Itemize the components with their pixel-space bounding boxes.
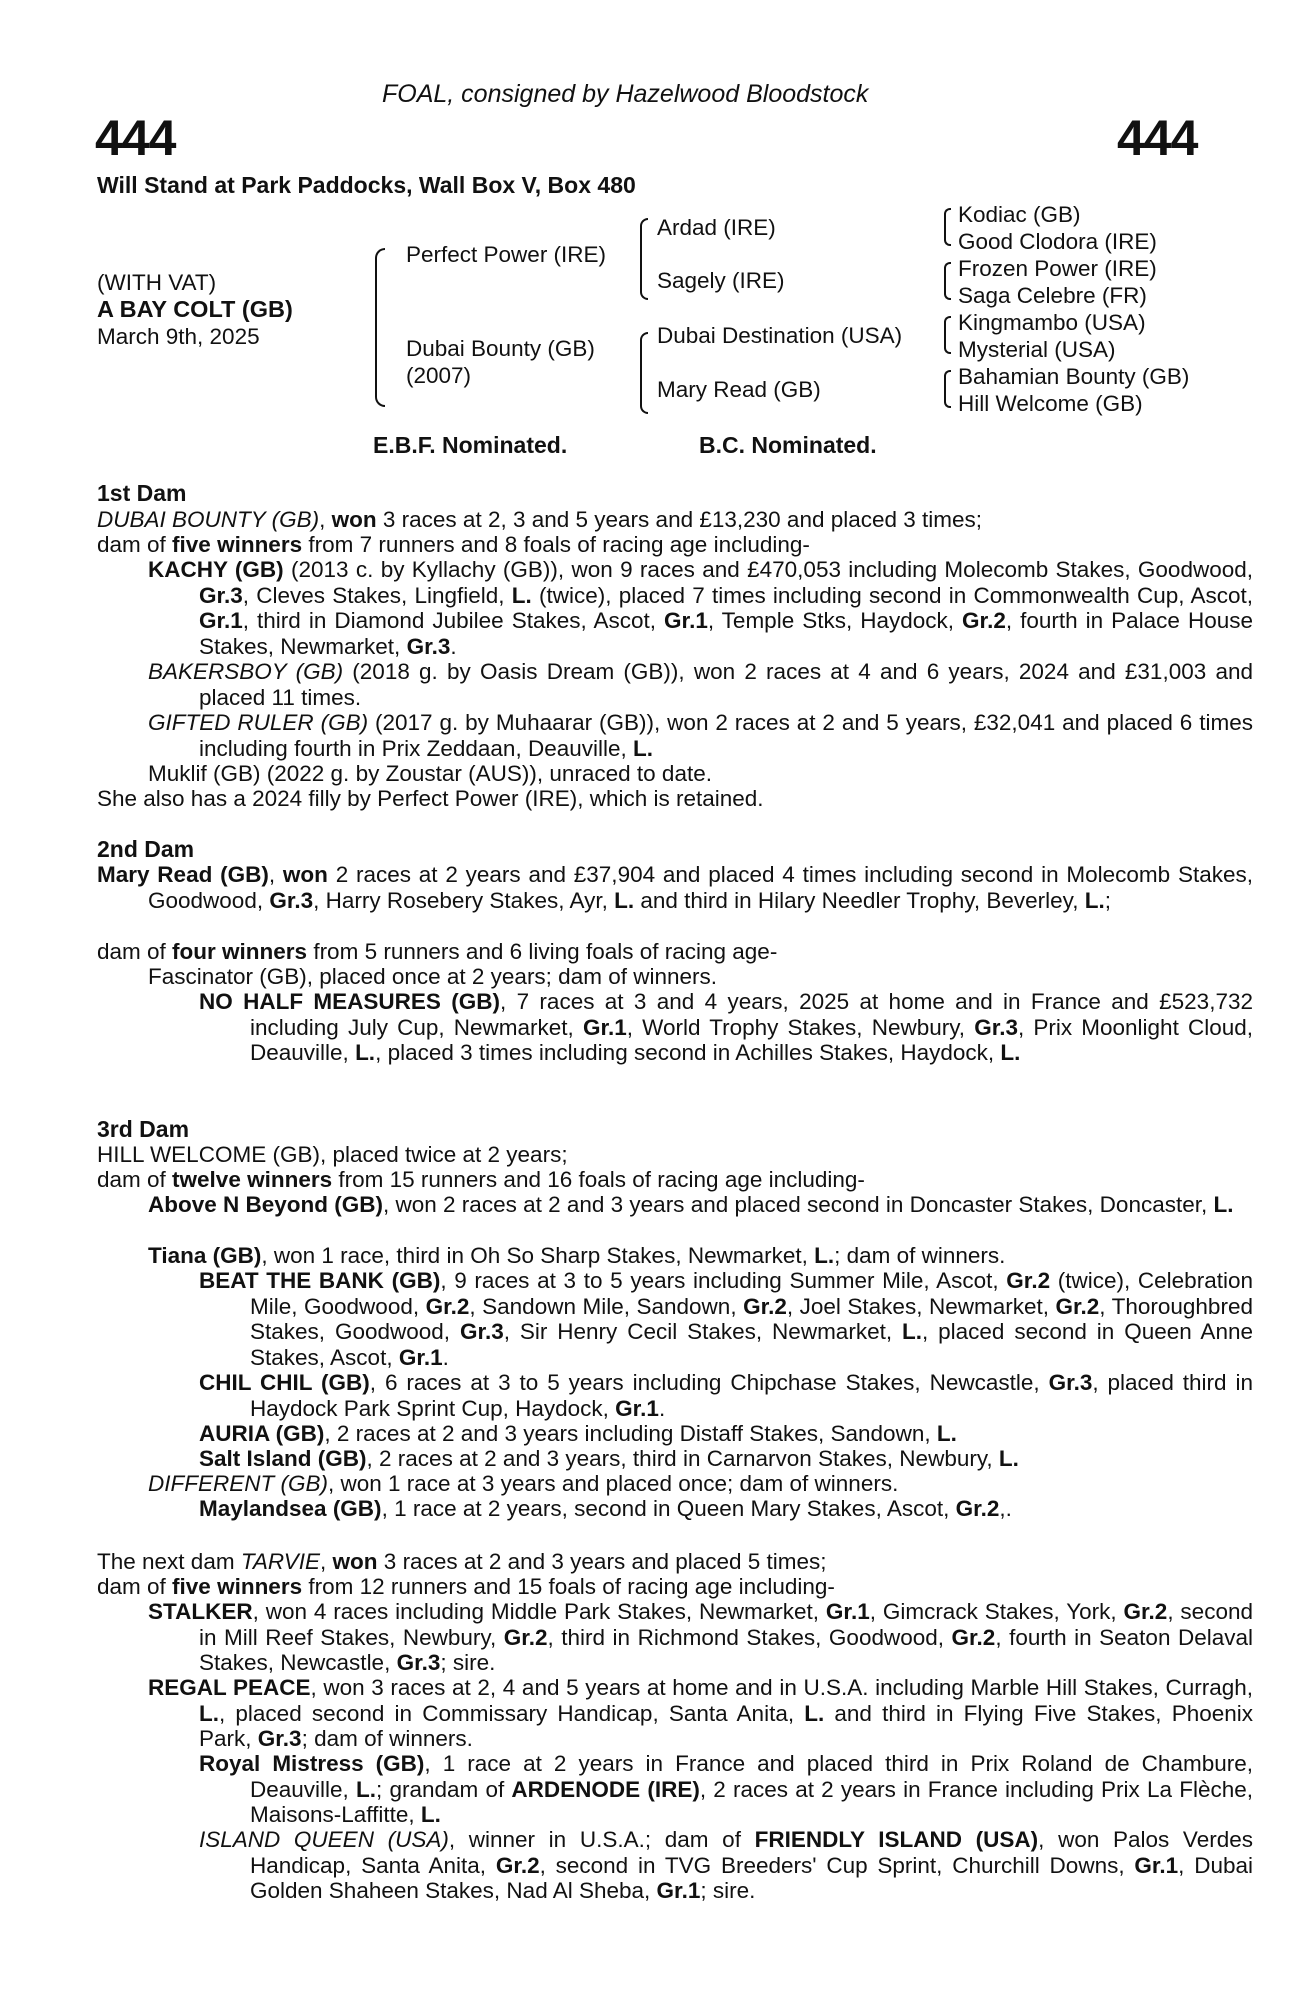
pedigree-g3-3: Frozen Power (IRE) [958,256,1157,281]
entry-royal-mistress [199,1751,1253,1828]
text: , Gimcrack Stakes, York, [869,1599,1124,1624]
text: The next dam [97,1549,241,1574]
grade: Gr.2 [425,1293,470,1319]
grade: L. [901,1319,922,1344]
horse-name: STALKER [148,1599,253,1624]
text: , Joel Stakes, Newmarket, [786,1293,1056,1319]
grade: Gr.2 [495,1852,540,1878]
horse-name: KACHY (GB) [148,557,284,582]
consignment-line: FOAL, consigned by Hazelwood Bloodstock [382,80,869,108]
grade: Gr.1 [615,1395,659,1421]
pedigree-sire: Perfect Power (IRE) [406,242,607,267]
grade: Gr.1 [398,1344,443,1370]
entry-maylandsea [199,1496,1202,1522]
entry-regal-peace [148,1675,1253,1752]
lot-number-left: 444 [95,110,176,166]
grade: L. [1000,1040,1021,1065]
grade: Gr.3 [269,887,314,913]
text: , Prix Moonlight Cloud, Deauville, [250,1014,1253,1065]
text: dam of [97,1574,173,1599]
grade: Gr.2 [743,1293,787,1319]
text: , World Trophy Stakes, Newbury, [626,1014,975,1040]
text: , Temple Stks, Haydock, [707,608,963,633]
vat-note: (WITH VAT) [97,270,217,295]
text: . [658,1395,666,1421]
grade: L. [1084,887,1105,913]
text: , placed second in Queen Anne Stakes, Ascot, [250,1319,1253,1370]
text: from 12 runners and 15 foals of racing age including- [302,1574,835,1599]
text: , Sir Henry Cecil Stakes, Newmarket, [503,1319,902,1344]
horse-name: ISLAND QUEEN (USA) [199,1827,449,1852]
pedigree-g3-6: Mysterial (USA) [958,337,1116,362]
text: , placed second in Commissary Handicap, Santa Anita, [219,1700,805,1726]
next-dam-produce [97,1574,1202,1600]
text: , won Palos Verdes Handicap, Santa Anita, [250,1827,1253,1878]
horse-name: BAKERSBOY (GB) [148,659,344,684]
entry-salt-island [199,1446,1202,1472]
text: , third in Richmond Stakes, Goodwood, [547,1624,952,1650]
entry-no-half-measures [199,989,1253,1066]
text: , third in Diamond Jubilee Stakes, Ascot, [242,608,665,633]
horse-name: Above N Beyond (GB) [148,1192,384,1217]
entry-auria [199,1421,1202,1447]
text: (2013 c. by Kyllachy (GB)), won 9 races and £470,053 including Molecomb Stakes, Goodwood, [283,557,1253,582]
first-dam-heading: 1st Dam [97,480,187,506]
entry-bakersboy [148,659,1253,710]
text: , Sandown Mile, Sandown, [469,1293,744,1319]
text: from 5 runners and 6 living foals of racing age- [307,939,778,964]
grade: L. [356,1776,376,1802]
text: , 9 races at 3 to 5 years including Summer Mile, Ascot, [440,1268,1007,1293]
text: , won 4 races including Middle Park Stakes, Newmarket, [252,1599,826,1624]
winners-count: twelve winners [172,1167,333,1192]
text: (twice), Celebration Mile, Goodwood, [250,1268,1253,1319]
winners-count: five winners [172,532,303,557]
entry-chil-chil [199,1370,1253,1421]
text: , 1 race at 2 years in France and placed third in Prix Roland de Chambure, Deauville, [250,1751,1253,1802]
pedigree-g3-8: Hill Welcome (GB) [958,391,1143,416]
pedigree-dam-dam: Mary Read (GB) [657,377,821,402]
grade: L. [936,1421,957,1446]
text: ; sire. [440,1650,496,1675]
grade: Gr.3 [1048,1370,1093,1395]
entry-muklif: Muklif (GB) (2022 g. by Zoustar (AUS)), unraced to date. [148,761,712,786]
grade: L. [998,1446,1019,1471]
grade: Gr.3 [257,1726,302,1751]
text: , winner in U.S.A.; dam of [448,1827,755,1852]
pedigree-brace-dam [640,332,648,414]
grade: Gr.2 [1006,1268,1051,1293]
text: ; sire. [700,1878,756,1903]
entry-tiana [148,1243,1202,1269]
second-dam-heading: 2nd Dam [97,836,195,862]
won-label: won [282,862,328,887]
pedigree-brace-sire [640,218,648,300]
entry-different [148,1471,1202,1497]
grade: Gr.3 [396,1650,441,1675]
grade: Gr.2 [955,1496,1000,1521]
grade: Gr.1 [1134,1852,1179,1878]
text: . [450,633,457,659]
text: 3 races at 2 and 3 years and placed 5 times; [377,1549,827,1574]
won-label: won [331,507,377,532]
text: 3 races at 2, 3 and 5 years and £13,230 and placed 3 times; [376,507,983,532]
pedigree-dam: Dubai Bounty (GB) [406,336,595,361]
text: and third in Hilary Needler Trophy, Beverley, [634,887,1085,913]
grade: Gr.2 [951,1624,996,1650]
text: , 2 races at 2 years in France including Prix La Flèche, Maisons-Laffitte, [250,1776,1253,1827]
next-dam-record [97,1549,1202,1575]
text: . [442,1344,449,1370]
stand-location: Will Stand at Park Paddocks, Wall Box V, Box 480 [97,172,636,198]
first-dam-retained-note: She also has a 2024 filly by Perfect Power (IRE), which is retained. [97,786,764,811]
winners-count: four winners [172,939,308,964]
text: dam of [97,532,173,557]
horse-name: BEAT THE BANK (GB) [199,1268,441,1293]
text: ; dam of winners. [834,1243,1006,1268]
second-dam-record: Mary Read (GB), won 2 races at 2 years and £37,904 and placed 4 times including second in Molecomb Stakes, Goodwood, Gr.3, Harry Rosebery Stakes, Ayr, L. and third in Hilary Needler Trophy, Beverley, L.; [97,862,1253,913]
dam-name: DUBAI BOUNTY (GB) [97,507,320,532]
text: , placed 3 times including second in Achilles Stakes, Haydock, [375,1040,1001,1065]
third-dam-heading: 3rd Dam [97,1116,190,1142]
text: and third in Flying Five Stakes, Phoenix Park, [199,1700,1254,1751]
text: (2017 g. by Muhaarar (GB)), won 2 races at 2 and 5 years, £32,041 and placed 6 times including fourth in Prix Zeddaan, Deauville, [199,710,1253,761]
grade: L. [614,887,635,913]
dam-name: Mary Read (GB) [97,862,269,887]
horse-name: A BAY COLT (GB) [97,296,293,322]
text: , Harry Rosebery Stakes, Ayr, [313,887,615,913]
text: , 2 races at 2 and 3 years, third in Carnarvon Stakes, Newbury, [366,1446,999,1471]
grade: Gr.2 [503,1624,548,1650]
pedigree-dam-sire: Dubai Destination (USA) [657,323,903,348]
text: , won 3 races at 2, 4 and 5 years at home and in U.S.A. including Marble Hill Stakes, Curragh, [310,1675,1253,1700]
grade: L. [511,582,532,608]
grade: L. [355,1040,376,1065]
ebf-nomination: E.B.F. Nominated. [373,432,568,458]
text: (2018 g. by Oasis Dream (GB)), won 2 races at 4 and 6 years, 2024 and £31,003 and placed 11 times. [199,659,1253,710]
text: ; [1104,887,1111,913]
grade: L. [420,1802,441,1827]
text: from 7 runners and 8 foals of racing age including- [302,532,810,557]
grade: Gr.1 [825,1599,870,1624]
pedigree-sire-sire: Ardad (IRE) [657,215,776,240]
pedigree-brace-1 [944,208,951,246]
text: dam of [97,939,173,964]
text: , 1 race at 2 years, second in Queen Mary Stakes, Ascot, [381,1496,956,1521]
entry-island-queen [199,1827,1253,1904]
pedigree-brace-4 [944,370,951,408]
entry-kachy [148,557,1253,659]
grade: Gr.3 [199,582,243,608]
grade: Gr.3 [406,633,451,659]
grade: L. [633,735,653,761]
grade: L. [1213,1192,1234,1217]
text: ,. [999,1496,1012,1521]
horse-name: ARDENODE (IRE) [511,1776,700,1802]
entry-gifted-ruler [148,710,1253,761]
grade: L. [199,1700,219,1726]
text: , fourth in Seaton Delaval Stakes, Newcastle, [199,1624,1254,1675]
dam-name: TARVIE [240,1549,321,1574]
horse-name: DIFFERENT (GB) [148,1471,328,1496]
text: (twice), placed 7 times including second in Commonwealth Cup, Ascot, [531,582,1253,608]
text: , won 2 races at 2 and 3 years and placed second in Doncaster Stakes, Doncaster, [383,1192,1214,1217]
pedigree-g3-2: Good Clodora (IRE) [958,229,1157,254]
horse-name: Royal Mistress (GB) [199,1751,425,1776]
bc-nomination: B.C. Nominated. [699,432,877,458]
text: , 7 races at 3 and 4 years, 2025 at home and in France and £523,732 including July Cup, Newmarket, [250,989,1253,1040]
horse-name: Maylandsea (GB) [199,1496,382,1521]
lot-number-right: 444 [1117,110,1198,166]
grade: Gr.1 [664,608,708,633]
third-dam-record: HILL WELCOME (GB), placed twice at 2 years; [97,1142,568,1167]
text: , 6 races at 3 to 5 years including Chipchase Stakes, Newcastle, [369,1370,1049,1395]
grade: Gr.1 [656,1878,701,1903]
winners-count: five winners [172,1574,303,1599]
entry-fascinator: Fascinator (GB), placed once at 2 years; dam of winners. [148,964,718,989]
text: , 2 races at 2 and 3 years including Distaff Stakes, Sandown, [324,1421,937,1446]
horse-name: AURIA (GB) [199,1421,325,1446]
grade: Gr.3 [974,1014,1018,1040]
entry-beat-the-bank [199,1268,1253,1370]
horse-name: Tiana (GB) [148,1243,262,1268]
won-label: won [332,1549,378,1574]
grade: L. [804,1700,825,1726]
pedigree-g3-5: Kingmambo (USA) [958,310,1146,335]
pedigree-sire-dam: Sagely (IRE) [657,268,785,293]
text: ; dam of winners. [301,1726,473,1751]
pedigree-brace-main [375,248,385,407]
text: , [320,1549,333,1574]
pedigree-brace-3 [944,316,951,354]
horse-name: NO HALF MEASURES (GB) [199,989,500,1014]
grade: Gr.2 [1123,1599,1168,1624]
second-dam-produce [97,939,1202,965]
pedigree-g3-4: Saga Celebre (FR) [958,283,1147,308]
text: , Cleves Stakes, Lingfield, [242,582,512,608]
horse-name: CHIL CHIL (GB) [199,1370,370,1395]
grade: Gr.1 [199,608,243,633]
first-dam-record: DUBAI BOUNTY (GB), won 3 races at 2, 3 and 5 years and £13,230 and placed 3 times; [97,507,983,532]
text: ; grandam of [376,1776,512,1802]
pedigree-g3-1: Kodiac (GB) [958,202,1081,227]
first-dam-produce [97,532,1202,558]
entry-stalker [148,1599,1253,1676]
text: from 15 runners and 16 foals of racing age including- [332,1167,865,1192]
text: dam of [97,1167,173,1192]
entry-above-n-beyond [148,1192,1253,1218]
pedigree-brace-2 [944,262,951,300]
pedigree-g3-7: Bahamian Bounty (GB) [958,364,1190,389]
grade: Gr.3 [459,1319,504,1344]
grade: Gr.2 [962,608,1006,633]
grade: L. [814,1243,835,1268]
horse-name: REGAL PEACE [148,1675,311,1700]
grade: Gr.1 [582,1014,627,1040]
text: , second in Mill Reef Stakes, Newbury, [199,1599,1253,1650]
text: , won 1 race at 3 years and placed once; dam of winners. [328,1471,899,1496]
text: , fourth in Palace House Stakes, Newmarket, [199,608,1253,659]
third-dam-produce [97,1167,1202,1193]
text: 2 races at 2 years and £37,904 and placed 4 times including second in Molecomb Stakes, Goodwood, [148,862,1253,913]
text: , second in TVG Breeders' Cup Sprint, Churchill Downs, [539,1852,1135,1878]
horse-dob: March 9th, 2025 [97,324,260,349]
horse-name: Salt Island (GB) [199,1446,367,1471]
text: , Dubai Golden Shaheen Stakes, Nad Al Sheba, [250,1852,1254,1903]
grade: Gr.2 [1055,1293,1100,1319]
text: , won 1 race, third in Oh So Sharp Stakes, Newmarket, [261,1243,815,1268]
text: , placed third in Haydock Park Sprint Cup, Haydock, [250,1370,1253,1421]
pedigree-dam-year: (2007) [406,363,472,388]
horse-name: FRIENDLY ISLAND (USA) [754,1827,1039,1852]
text: , Thoroughbred Stakes, Goodwood, [250,1293,1253,1344]
horse-name: GIFTED RULER (GB) [148,710,369,735]
